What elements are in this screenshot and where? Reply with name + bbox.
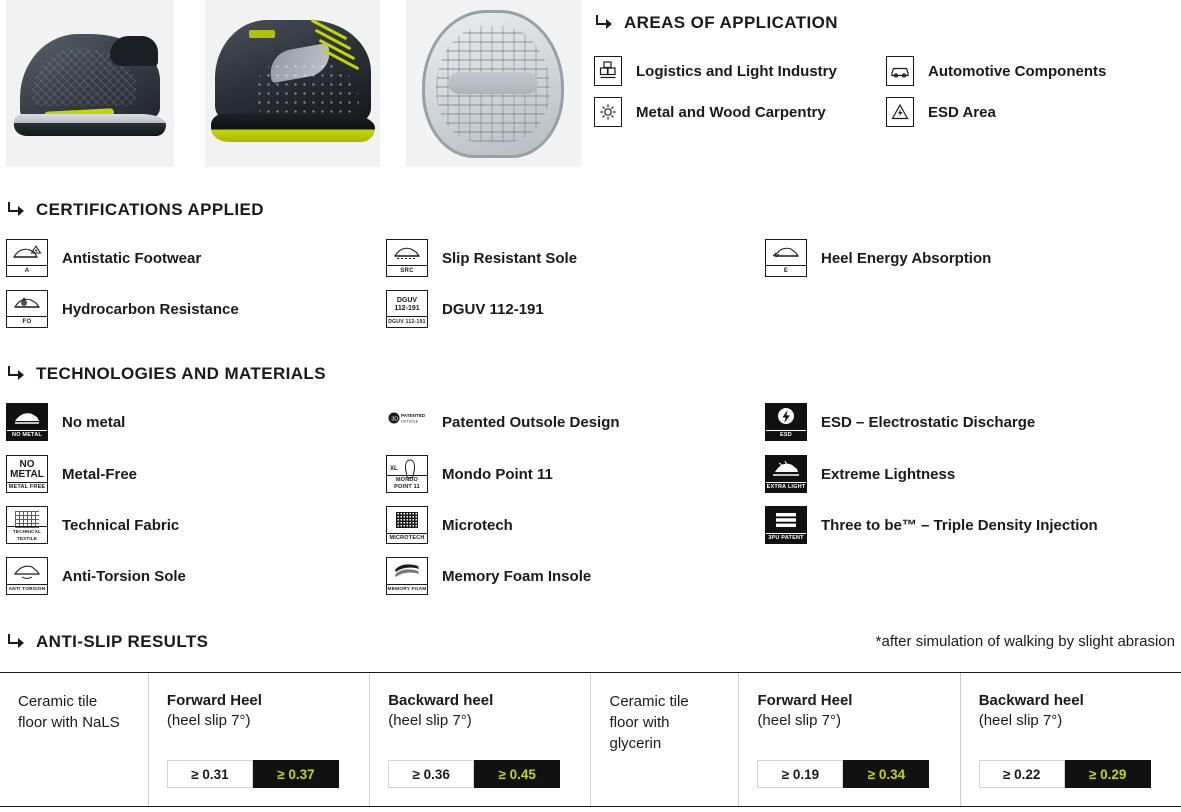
application-label: Automotive Components	[928, 62, 1107, 80]
table-cell-surface-glycerin	[590, 673, 738, 806]
esd-icon	[765, 403, 807, 441]
table-cell-forward-heel-glycerin	[738, 673, 959, 806]
technology-item-no-metal	[6, 403, 125, 441]
application-item-esd-area	[886, 97, 996, 127]
arrow-icon	[6, 202, 24, 218]
car-icon	[886, 56, 914, 86]
application-label: Logistics and Light Industry	[636, 62, 837, 80]
value-standard: ≥ 0.22	[979, 760, 1065, 788]
metal-free-icon	[6, 455, 48, 493]
technology-item-technical-fabric	[6, 506, 179, 544]
value-group	[167, 760, 339, 788]
technology-item-extreme-lightness	[765, 455, 955, 493]
arrow-icon	[594, 15, 612, 31]
application-label: Metal and Wood Carpentry	[636, 103, 826, 121]
certification-label: Slip Resistant Sole	[442, 249, 578, 267]
measure-subtitle: (heel slip 7°)	[166, 712, 251, 729]
no-metal-icon	[6, 403, 48, 441]
technology-code: 3PU PATENT	[766, 533, 806, 542]
table-cell-backward-heel-glycerin	[960, 673, 1181, 806]
technology-code: METAL FREE	[8, 484, 46, 490]
technology-label: Memory Foam Insole	[442, 567, 592, 585]
technology-label: Extreme Lightness	[821, 465, 956, 483]
certification-label: Hydrocarbon Resistance	[62, 300, 239, 318]
anti-slip-heading	[6, 632, 208, 652]
application-item-automotive	[886, 56, 1106, 86]
dguv-top-line-1: DGUV	[396, 297, 418, 304]
technologies-heading	[6, 364, 326, 384]
technology-label: Microtech	[442, 516, 513, 534]
certification-label: Antistatic Footwear	[62, 249, 202, 267]
technology-label: Metal-Free	[62, 465, 138, 483]
dguv-icon	[386, 290, 428, 328]
technology-code: ANTI TORSION	[7, 584, 47, 593]
certification-item-hydrocarbon	[6, 290, 239, 328]
technology-code: NO METAL	[7, 430, 47, 439]
measure-subtitle: (heel slip 7°)	[978, 712, 1063, 729]
triple-density-icon	[765, 506, 807, 544]
heel-energy-icon	[765, 239, 807, 277]
certification-code: A	[7, 265, 47, 275]
technology-code: MONDO POINT 11	[387, 475, 427, 491]
measure-subtitle: (heel slip 7°)	[388, 712, 472, 729]
value-standard: ≥ 0.36	[388, 760, 474, 788]
technology-item-anti-torsion	[6, 557, 186, 595]
antistatic-icon	[6, 239, 48, 277]
metal-free-top-line-2: METAL	[10, 469, 44, 480]
technology-label: ESD – Electrostatic Discharge	[821, 413, 1036, 431]
technology-label: Patented Outsole Design	[442, 413, 620, 431]
technology-code: MICROTECH	[387, 533, 427, 542]
value-highlight: ≥ 0.34	[843, 760, 929, 788]
surface-label: Ceramic tile floor with glycerin	[609, 693, 689, 752]
application-label: ESD Area	[928, 103, 996, 121]
technology-code: MEMORY FOAM	[387, 584, 427, 593]
technology-code: ESD	[766, 430, 806, 439]
shoe-rear-three-quarter-view	[6, 0, 174, 167]
certification-label: DGUV 112-191	[442, 300, 544, 318]
certification-item-antistatic	[6, 239, 201, 277]
heading-text: CERTIFICATIONS APPLIED	[36, 200, 264, 219]
measure-title: Forward Heel	[757, 692, 853, 709]
measure-title: Forward Heel	[166, 692, 262, 709]
table-cell-surface-nals	[0, 673, 148, 806]
technology-item-patented-outsole	[386, 403, 620, 441]
certification-code: DGUV 112-191	[387, 316, 427, 326]
heading-text: ANTI-SLIP RESULTS	[36, 632, 209, 651]
technology-label: Technical Fabric	[62, 516, 180, 534]
arrow-icon	[6, 634, 24, 650]
certification-item-heel-energy	[765, 239, 991, 277]
svg-text:OUTSOLE: OUTSOLE	[401, 419, 419, 424]
certification-code: SRC	[387, 265, 427, 275]
mondo-point-icon	[386, 455, 428, 493]
shoe-side-view	[205, 0, 380, 167]
measure-subtitle: (heel slip 7°)	[757, 712, 841, 729]
application-item-logistics	[594, 56, 837, 86]
value-group	[979, 760, 1151, 788]
value-highlight: ≥ 0.37	[253, 760, 339, 788]
surface-label: Ceramic tile floor with NaLS	[18, 693, 120, 731]
measure-title: Backward heel	[978, 692, 1084, 709]
dguv-top-line-2: 112-191	[394, 305, 420, 312]
value-standard: ≥ 0.19	[757, 760, 843, 788]
certification-label: Heel Energy Absorption	[821, 249, 992, 267]
svg-text:3D: 3D	[391, 416, 399, 423]
heading-text: TECHNOLOGIES AND MATERIALS	[36, 364, 326, 383]
measure-title: Backward heel	[388, 692, 494, 709]
anti-torsion-icon	[6, 557, 48, 595]
hydrocarbon-icon	[6, 290, 48, 328]
anti-slip-results-table	[0, 672, 1181, 807]
value-highlight: ≥ 0.45	[474, 760, 560, 788]
technology-item-microtech	[386, 506, 513, 544]
technology-item-triple-density	[765, 506, 1098, 544]
arrow-icon	[6, 366, 24, 382]
technology-item-metal-free	[6, 455, 137, 493]
technology-item-esd	[765, 403, 1035, 441]
value-group	[388, 760, 560, 788]
svg-text:PATENTED: PATENTED	[401, 413, 426, 418]
technology-label: Mondo Point 11	[442, 465, 553, 483]
value-highlight: ≥ 0.29	[1065, 760, 1151, 788]
heading-text: AREAS OF APPLICATION	[624, 13, 838, 32]
slip-resistant-icon	[386, 239, 428, 277]
technology-item-mondo-point	[386, 455, 553, 493]
table-cell-forward-heel-nals	[148, 673, 369, 806]
table-cell-backward-heel-nals	[369, 673, 590, 806]
technology-label: Three to be™ – Triple Density Injection	[821, 516, 1098, 534]
application-item-carpentry	[594, 97, 826, 127]
boxes-icon	[594, 56, 622, 86]
technology-code: TECHNICAL TEXTILE	[7, 526, 47, 542]
certification-item-dguv	[386, 290, 544, 328]
value-standard: ≥ 0.31	[167, 760, 253, 788]
certification-code: E	[766, 265, 806, 275]
technology-item-memory-foam	[386, 557, 591, 595]
value-group	[757, 760, 929, 788]
areas-of-application-heading	[594, 13, 838, 33]
technology-code: EXTRA LIGHT	[766, 484, 806, 490]
patented-outsole-icon	[386, 403, 428, 441]
gear-icon	[594, 97, 622, 127]
technology-label: No metal	[62, 413, 126, 431]
certification-code: FO	[7, 316, 47, 326]
extreme-lightness-icon	[765, 455, 807, 493]
certifications-heading	[6, 200, 264, 220]
anti-slip-note: *after simulation of walking by slight abrasion	[875, 633, 1175, 650]
technical-fabric-icon	[6, 506, 48, 544]
shoe-outsole-view	[406, 0, 581, 167]
certification-item-slip-resistant	[386, 239, 577, 277]
microtech-icon	[386, 506, 428, 544]
esd-triangle-icon	[886, 97, 914, 127]
mondo-point-size-label: XL	[390, 465, 398, 472]
memory-foam-icon	[386, 557, 428, 595]
metal-free-top-line-1: NO	[19, 459, 35, 470]
technology-label: Anti-Torsion Sole	[62, 567, 186, 585]
